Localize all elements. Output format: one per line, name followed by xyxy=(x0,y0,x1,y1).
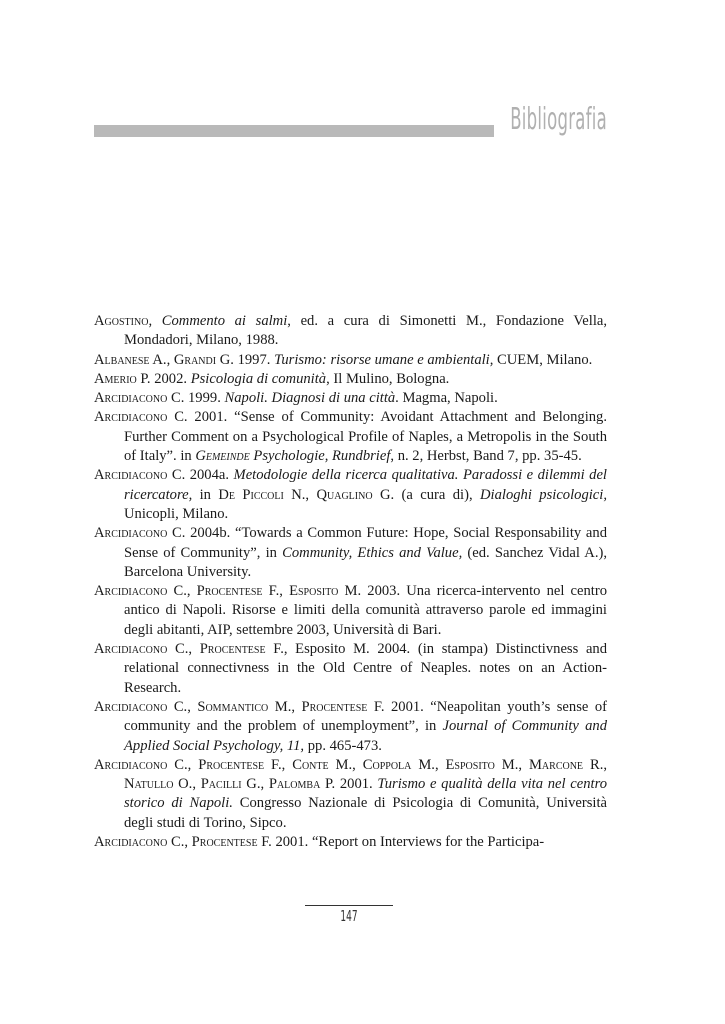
entry-text-segment: C., xyxy=(167,641,200,658)
entry-text-segment: Psicologia di comunità xyxy=(190,370,327,387)
bibliography-entry xyxy=(94,640,607,698)
entry-text-segment: Turismo e qualità della vita nel centro storico di Napoli. xyxy=(124,776,607,812)
entry-text-segment: , n. 2, Herbst, Band 7, pp. 35-45. xyxy=(390,448,582,465)
entry-text-segment: , xyxy=(148,313,162,329)
entry-text-segment: C., xyxy=(167,583,197,600)
header-rule-bar xyxy=(94,125,494,137)
entry-text-segment: C. 2004b. “Towards a Common Future: Hope, Social Responsability and Sense of Community”, in xyxy=(124,525,607,561)
entry-text-segment: F., xyxy=(262,583,290,600)
entry-text-segment: P. 2001. xyxy=(320,776,378,793)
bibliography-entry xyxy=(94,582,607,640)
entry-text-segment: Gemeinde xyxy=(195,448,250,465)
entry-text-segment: G. (a cura di), xyxy=(372,486,481,503)
entry-text-segment: pp. 465-473. xyxy=(304,737,382,754)
entry-text-segment: Procentese xyxy=(191,834,258,851)
entry-text-segment: Esposito xyxy=(289,583,339,600)
entry-text-segment: Procentese xyxy=(199,641,266,658)
entry-text-segment: F., Esposito M. 2004. (in stampa) Distinctivness and relational connectivness in the Old Centre of Neaples. notes on an Action-Research. xyxy=(124,641,608,696)
bibliography-entry xyxy=(94,524,607,582)
bibliography-entry xyxy=(94,312,607,351)
bibliography-entry xyxy=(94,408,607,466)
entry-text-segment: F. 2001. “Report on Interviews for the Participa- xyxy=(257,834,545,851)
bibliography-entry xyxy=(94,370,607,389)
entry-text-segment: Procentese xyxy=(198,756,265,773)
entry-text-segment: N., xyxy=(283,486,317,503)
entry-text-segment: Arcidiacono xyxy=(94,641,168,658)
entry-text-segment: Arcidiacono xyxy=(94,756,168,773)
entry-text-segment: Arcidiacono xyxy=(94,390,168,407)
entry-text-segment: Albanese xyxy=(94,351,150,368)
entry-text-segment: Arcidiacono xyxy=(94,698,168,715)
entry-text-segment: Congresso Nazionale di Psicologia di Comunità, Università degli studi di Torino, Sipco. xyxy=(124,795,607,831)
entry-text-segment: Commento ai salmi xyxy=(161,313,288,329)
bibliography-entry xyxy=(94,466,607,524)
entry-text-segment: Pacilli xyxy=(200,776,242,793)
entry-text-segment: Quaglino xyxy=(316,486,373,503)
entry-text-segment: M., xyxy=(494,756,529,773)
entry-text-segment: M., xyxy=(328,756,363,773)
entry-text-segment: . Magma, Napoli. xyxy=(395,390,498,407)
entry-text-segment: R., xyxy=(583,756,608,773)
entry-text-segment: Agostino xyxy=(94,313,149,329)
entry-text-segment: C., xyxy=(167,698,198,715)
entry-text-segment: Community, Ethics and Value, xyxy=(282,544,463,561)
entry-text-segment: Conte xyxy=(292,756,329,773)
entry-text-segment: M., xyxy=(411,756,446,773)
entry-text-segment: Natullo xyxy=(124,776,174,793)
entry-text-segment: O., xyxy=(173,776,201,793)
entry-text-segment: (ed. Sanchez Vidal A.), Barcelona University. xyxy=(124,544,607,580)
bibliography-entry xyxy=(94,756,607,833)
entry-text-segment: Coppola xyxy=(362,756,412,773)
chapter-title: Bibliografia xyxy=(510,102,607,137)
footer-rule xyxy=(305,905,393,906)
entry-text-segment: G., xyxy=(241,776,269,793)
entry-text-segment: C., xyxy=(167,756,199,773)
bibliography-entry xyxy=(94,351,607,370)
entry-text-segment: A., xyxy=(149,351,174,368)
entry-text-segment: Esposito xyxy=(445,756,495,773)
entry-text-segment: M., xyxy=(268,698,302,715)
entry-text-segment: Journal of Community and Applied Social Psychology, 11, xyxy=(124,718,607,754)
bibliography-entry xyxy=(94,389,607,408)
entry-text-segment: Metodologie della ricerca qualitativa. Paradossi e dilemmi del ricercatore, xyxy=(124,467,607,503)
entry-text-segment: CUEM, Milano. xyxy=(493,351,593,368)
entry-text-segment: G. 1997. xyxy=(216,351,275,368)
entry-text-segment: Palomba xyxy=(268,776,321,793)
entry-text-segment: in xyxy=(192,486,219,503)
entry-text-segment: C. 2004a. xyxy=(167,467,234,484)
entry-text-segment: Napoli. Diagnosi di una città xyxy=(224,390,396,407)
entry-text-segment: Arcidiacono xyxy=(94,583,168,600)
entry-text-segment: Amerio xyxy=(94,370,137,387)
entry-text-segment: Grandi xyxy=(173,351,217,368)
entry-text-segment: Procentese xyxy=(196,583,263,600)
entry-text-segment: Psychologie, Rundbrief xyxy=(249,448,391,465)
entry-text-segment: , ed. a cura di Simonetti M., Fondazione Vella, Mondadori, Milano, 1988. xyxy=(124,313,608,349)
entry-text-segment: F. 2001. “Neapolitan youth’s sense of community and the problem of unemployment”, in xyxy=(124,698,607,735)
bibliography-list xyxy=(94,312,607,852)
entry-text-segment: Dialoghi psicologici, xyxy=(480,486,607,503)
entry-text-segment: Arcidiacono xyxy=(94,525,168,542)
bibliography-entry xyxy=(94,698,607,756)
entry-text-segment: , Il Mulino, Bologna. xyxy=(326,370,450,387)
entry-text-segment: P. 2002. xyxy=(136,370,191,387)
entry-text-segment: Arcidiacono xyxy=(94,467,168,484)
bibliography-entry xyxy=(94,833,607,852)
entry-text-segment: De Piccoli xyxy=(218,486,284,503)
entry-text-segment: C. 1999. xyxy=(167,390,225,407)
entry-text-segment: Arcidiacono xyxy=(94,834,168,851)
entry-text-segment: C., xyxy=(167,834,192,851)
entry-text-segment: Turismo: risorse umane e ambientali, xyxy=(274,351,494,368)
entry-text-segment: F., xyxy=(264,756,293,773)
page-number: 147 xyxy=(340,907,358,925)
entry-text-segment: Sommantico xyxy=(197,698,269,715)
entry-text-segment: Marcone xyxy=(528,756,584,773)
entry-text-segment: Unicopli, Milano. xyxy=(124,505,229,522)
entry-text-segment: M. 2003. Una ricerca-intervento nel centro antico di Napoli. Risorse e limiti della comunità attraverso parole ed immagini degli abitanti, AIP, settembre 2003, Università di Bari. xyxy=(124,583,608,638)
entry-text-segment: C. 2001. “Sense of Community: Avoidant Attachment and Belonging. Further Comment on a Psychological Profile of Naples, a Metropolis in the South of Italy”. in xyxy=(124,409,607,465)
entry-text-segment: Procentese xyxy=(301,698,368,715)
entry-text-segment: Arcidiacono xyxy=(94,409,168,426)
